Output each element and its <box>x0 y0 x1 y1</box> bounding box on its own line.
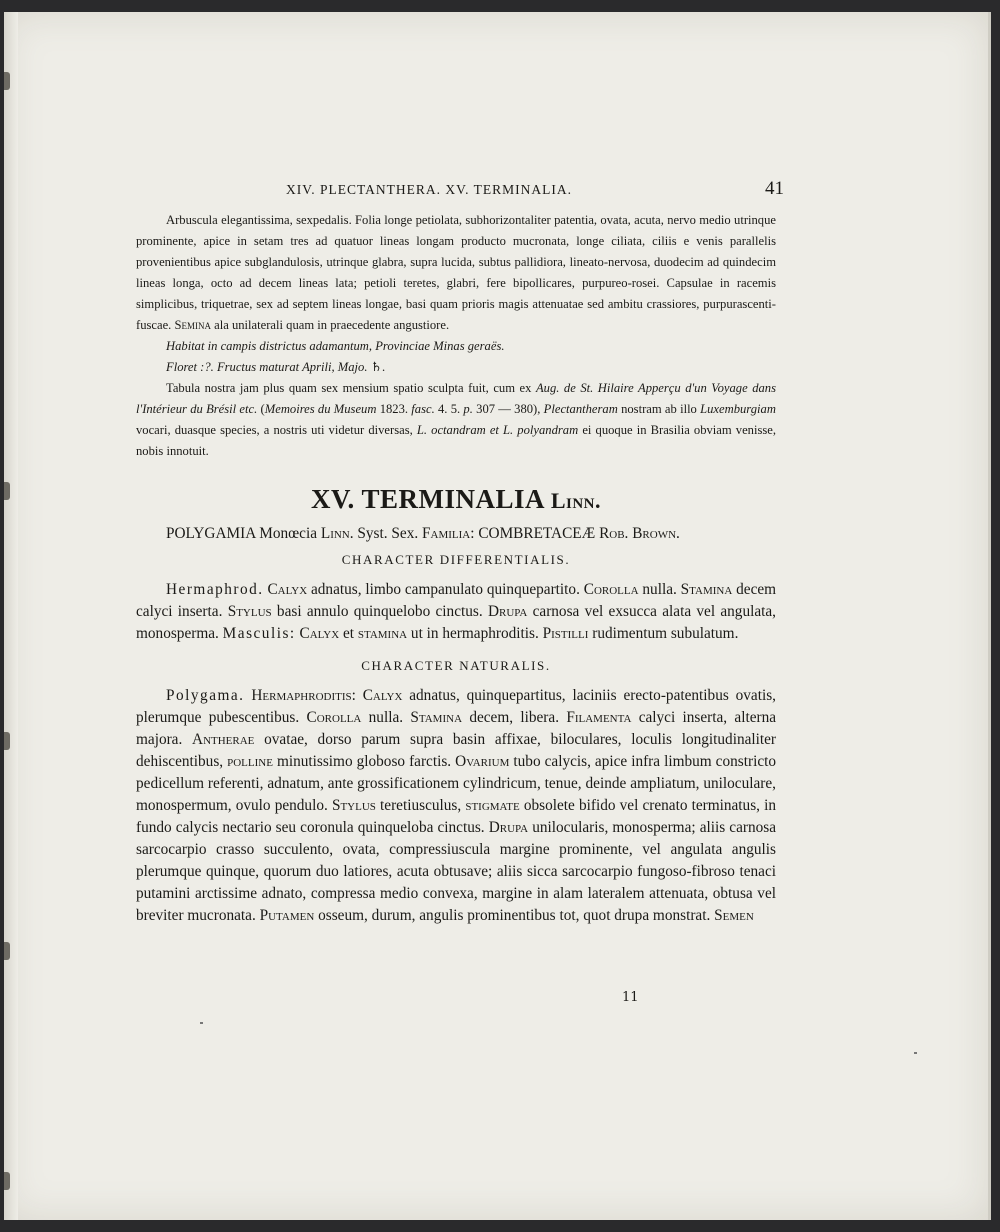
nat-text: decem, libera. <box>469 709 560 726</box>
tabula-ref: Plectantheram <box>543 402 618 416</box>
paper-speck <box>914 1052 917 1054</box>
nat-term: Filamenta <box>566 709 632 726</box>
description-text: Arbuscula elegantissima, sexpedalis. Folia longe petiolata, subhorizontaliter patentia, ovata, acuta, nervo medio utrinque prominente, apice in setam tres ad quatuor lineas longam producto mucronata, longe ciliata, ciliis e venis parallelis provenientibus apice subglandulosis, utrinque glabra, supra lucida, subtus pallidiora, lineato-nervosa, duodecim ad quindecim lineas longa, octo ad decem lineas lata; petioli teretes, glabri, fere bipollicares, purpureo-rosei. Capsulae in racemis simplicibus, triquetrae, sex ad septem lineas longae, basi quam prioris magis attenuatae sed ambitu crassiores, purpurascenti-fuscae. <box>136 213 776 332</box>
binding-thread <box>4 942 10 960</box>
nat-text: minutissimo globoso farctis. <box>276 753 452 770</box>
floret-line <box>136 357 776 378</box>
tabula-ref: p. <box>463 402 473 416</box>
classification-text: Rob. Brown. <box>599 525 680 542</box>
nat-text: teretiusculus, <box>380 797 462 814</box>
character-naturalis-heading: CHARACTER NATURALIS. <box>361 658 551 673</box>
nat-term: polline <box>227 753 273 770</box>
description-text: ala unilaterali quam in praecedente angustiore. <box>214 318 450 332</box>
saturn-symbol: ♄. <box>370 360 386 374</box>
nat-text: obsolete bifido vel crenato terminatus, in fundo calycis nectario seu coronula quinqueloba cinctus. <box>136 797 777 836</box>
diff-term: Calyx <box>299 625 340 642</box>
classification-text: Syst. Sex. <box>357 525 419 542</box>
tabula-ref: Memoires du Museum <box>264 402 377 416</box>
signature-mark: 11 <box>622 990 639 1005</box>
diff-text: Masculis: <box>222 625 296 642</box>
binding-thread <box>4 1172 10 1190</box>
nat-text: Polygama. <box>166 687 245 704</box>
nat-term: Hermaphroditis: <box>251 687 356 704</box>
binding-thread <box>4 732 10 750</box>
tabula-ref: L. octandram et L. polyandram <box>416 423 579 437</box>
nat-text: nulla. <box>368 709 404 726</box>
genus-title: XV. TERMINALIA <box>311 484 544 514</box>
nat-term: Stamina <box>410 709 463 726</box>
nat-term: stigmate <box>465 797 520 814</box>
nat-term: Semen <box>714 907 754 924</box>
diff-term: Stamina <box>680 581 733 598</box>
diff-text: adnatus, limbo campanulato quinquepartito. <box>310 581 580 598</box>
tabula-text: 307 — 380), <box>476 402 541 416</box>
binding-thread <box>4 72 10 90</box>
classification-line <box>136 523 776 545</box>
tabula-text: 4. 5. <box>438 402 461 416</box>
diff-term: Stylus <box>227 603 272 620</box>
naturalis-paragraph <box>136 685 776 927</box>
diff-text: nulla. <box>642 581 677 598</box>
nat-term: Ovarium <box>455 753 510 770</box>
nat-text: ovatae, dorso parum supra basin affixae, biloculares, loculis longitudinaliter dehiscentibus, <box>136 731 777 770</box>
nat-term: Stylus <box>331 797 376 814</box>
diff-text: et <box>342 625 355 642</box>
semina-label: Semina <box>174 318 211 332</box>
genus-author: Linn. <box>550 488 601 513</box>
diff-term: Drupa <box>487 603 528 620</box>
diff-text: ut in hermaphroditis. <box>410 625 539 642</box>
nat-term: Putamen <box>259 907 315 924</box>
classification-text: POLYGAMIA Monœcia <box>166 525 318 542</box>
character-differentialis-heading: CHARACTER DIFFERENTIALIS. <box>341 552 571 567</box>
page-number: 41 <box>765 178 784 199</box>
nat-term: Drupa <box>488 819 529 836</box>
diff-term: Calyx <box>267 581 308 598</box>
binding-edge <box>4 12 18 1220</box>
genus-heading <box>136 484 776 515</box>
running-head-title: XIV. PLECTANTHERA. XV. TERMINALIA. <box>286 182 573 197</box>
classification-text: Familia: <box>422 525 475 542</box>
diff-text: rudimentum subulatum. <box>592 625 739 642</box>
diff-term: Pistilli <box>542 625 589 642</box>
classification-text: Linn. <box>320 525 354 542</box>
habitat-line: Habitat in campis districtus adamantum, Provinciae Minas geraës. <box>166 339 505 353</box>
nat-text: osseum, durum, angulis prominentibus tot, quot drupa monstrat. <box>318 907 711 924</box>
tabula-text: vocari, duasque species, a nostris uti videtur diversas, <box>136 423 413 437</box>
tabula-text: ei quoque in Brasilia obviam venisse, nobis innotuit. <box>136 423 777 458</box>
tabula-text: Tabula nostra jam plus quam sex mensium spatio sculpta fuit, cum ex <box>166 381 532 395</box>
binding-thread <box>4 482 10 500</box>
diff-text: decem calyci inserta. <box>136 581 777 620</box>
running-head <box>136 178 784 200</box>
text-area <box>136 168 784 927</box>
nat-text: unilocularis, monosperma; aliis carnosa sarcocarpio crasso succulento, ovata, compressiuscula margine prominente, vel angulata angulis plerumque quinque, quorum duo latiores, acuta obtusave; aliis sicca sarcocarpio fungoso-fibroso tenaci putamini arctissime adnato, compressa medio convexa, margine in alam lateralem attenuata, obtusa vel breviter mucronata. <box>136 819 776 924</box>
nat-term: Corolla <box>306 709 362 726</box>
diff-text: Hermaphrod. <box>166 581 264 598</box>
terminalia-section <box>136 523 776 927</box>
plectanthera-section <box>136 210 776 462</box>
nat-text: tubo calycis, apice infra limbum constricto pedicellum referenti, adnatum, ante grossificationem cylindricum, tenue, deinde ampliatum, uniloculare, monospermum, ovulo pendulo. <box>136 753 777 814</box>
diff-term: stamina <box>357 625 408 642</box>
description-paragraph <box>136 210 776 336</box>
nat-text: calyci inserta, alterna majora. <box>136 709 777 748</box>
paper-speck <box>200 1022 203 1024</box>
tabula-ref: fasc. <box>411 402 435 416</box>
tabula-text: ( <box>260 402 265 416</box>
tabula-paragraph <box>136 378 776 462</box>
tabula-text: 1823. <box>379 402 409 416</box>
tabula-ref: Aug. de St. Hilaire Apperçu d'un Voyage dans l'Intérieur du Brésil etc. <box>136 381 776 416</box>
diff-text: basi annulo quinquelobo cinctus. <box>276 603 483 620</box>
tabula-ref: Luxemburgiam <box>700 402 776 416</box>
nat-term: Antherae <box>192 731 255 748</box>
tabula-text: nostram ab illo <box>621 402 697 416</box>
nat-text: adnatus, quinquepartitus, laciniis erecto-patentibus ovatis, plerumque pubescentibus. <box>136 687 776 726</box>
nat-term: Calyx <box>362 687 403 704</box>
floret-text: Floret :?. Fructus maturat Aprili, Majo. <box>166 360 368 374</box>
diff-term: Corolla <box>583 581 639 598</box>
differentialis-paragraph <box>136 579 776 645</box>
diff-text: carnosa vel exsucca alata vel angulata, monosperma. <box>136 603 776 642</box>
classification-text: COMBRETACEÆ <box>478 525 596 542</box>
